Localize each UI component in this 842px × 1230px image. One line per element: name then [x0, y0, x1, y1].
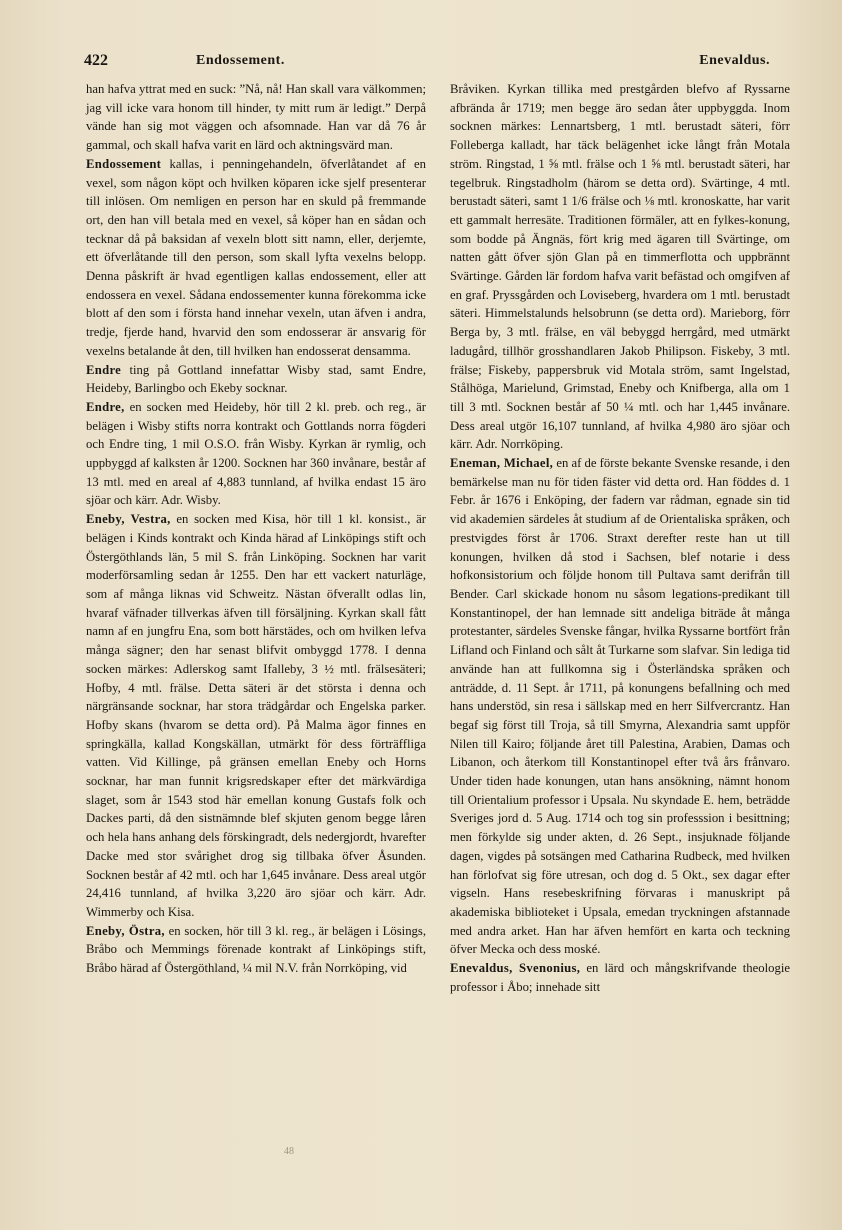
entry-eneby-vestra: Eneby, Vestra, en socken med Kisa, hör till 1 kl. konsist., är belägen i Kinds kontrakt och Kinda härad af Linköpings stift och Östergöthlands län, 5 mil S. från Linköping. Socknen har varit moderförsamling sedan år 1255. Den har ett vackert naturläge, som af många liknas vid Schweitz. Nästan öfverallt odlas lin, hvaraf väfnader tillverkas äfven till försäljning. Kyrkan skall fått namn af en jungfru Ena, som bott härstädes, och om hvilken lefva många sägner; den har senast blifvit ombyggd 1778. I denna socken märkes: Adlerskog samt Ifalleby, 3 ½ mtl. frälsesäteri; Hofby, 4 mtl. frälse. Detta säteri är det största i denna och närgränsande socknar, har stora trädgårdar och Engelska parker. Hofby skans (hvarom se detta ord). På Malma ägor finnes en springkälla, kallad Kongskällan, utmärkt för dess förträffliga vatten. Vid Killinge, på gränsen emellan Eneby och Horns socknar, har man funnit krigsredskaper efter det märkvärdiga slaget, som år 1543 stod här emellan konung Gustafs folk och Dackes parti, då den sistnämnde blef skjuten genom begge låren och hela hans anhang dels förskingradt, dels nedergjordt, hvarefter Dacke med stor svårighet drog sig tillbaka öfver Åsunden. Socknen består af 42 mtl. och har 1,645 invånare. Dess areal utgör 24,416 tunnland, af hvilka 3,220 äro sjöar och kärr. Adr. Wimmerby och Kisa.: [86, 512, 426, 919]
running-header: [84, 52, 770, 74]
entry-eneby-ostra: Eneby, Östra, en socken, hör till 3 kl. reg., är belägen i Lösings, Bråbo och Memmings förenade kontrakt af Linköpings stift, Bråbo härad af Östergöthland, ¼ mil N.V. från Norrköping, vid: [86, 923, 426, 976]
entry-headword: Eneman, Michael,: [450, 456, 554, 471]
entry-continuation: han hafva yttrat med en suck: ”Nå, nå! Han skall vara välkommen; jag vill icke vara honom till hinder, ty mitt rum är ledigt.” Derpå vände han sig mot väggen och afsomnade. Han var då 76 år gammal, och skall hafva varit en lärd och aktningsvärd man.: [86, 82, 426, 153]
entry-enevaldus: Enevaldus, Svenonius, en lärd och mångskrifvande theologie professor i Åbo; innehade sitt: [450, 961, 790, 994]
entry-headword: Eneby, Östra,: [86, 923, 165, 938]
right-column: [450, 80, 790, 996]
entry-endre-socken: Endre, en socken med Heideby, hör till 2 kl. preb. och reg., är belägen i Wisby stifts norra kontrakt och Gottlands norra fögderi och Endre ting, 1 mil O.S.O. från Wisby. Kyrkan är rymlig, och uppbyggd af kalksten år 1200. Socknen har 360 invånare, består af 13 mtl. med en areal af 4,883 tunnland, af hvilka endast 15 äro sjöar och kärr. Adr. Wisby.: [86, 399, 426, 508]
left-running-head: Endossement.: [196, 53, 285, 68]
left-column: [86, 80, 426, 978]
right-running-head: Enevaldus.: [699, 53, 770, 68]
entry-eneman: Eneman, Michael, en af de förste bekante Svenske resande, i den bemärkelse man nu för tiden fäster vid detta ord. Han föddes d. 1 Febr. år 1676 i Enköping, der fadern var rådman, egnade sin tid vid akademien särdeles åt studium af de Orientaliska språken, och prestvigdes först år 1706. Straxt derefter reste han ut till konungen, hvilken då stod i Sachsen, blef notarie i dess hofkonsistorium och följde honom till Pultava samt derifrån till Bender. Carl skickade honom nu såsom legations-predikant till Konstantinopel, der han lemnade sitt andeliga biträde åt många protestanter, särdeles Svenske fångar, hvilka Ryssarne bortfört från Lifland och Finland och sålt åt Turkarne som slafvar. Sin lediga tid använde han att fullkomna sig i Österländska språken och anträdde, d. 11 Sept. år 1711, på konungens befallning och med hans understöd, sin resa i sällskap med en herr Silfvercrantz. Han begaf sig först till Troja, så till Smyrna, Alexandria samt uppför Nilen till Kairo; följande året till Palestina, Arabien, Damas och Libanon, och återkom till Konstantinopel efter två års frånvaro. Under tiden hade konungen, utan hans ansökning, nämnt honom till Orientalium professor i Upsala. Nu skyndade E. hem, beträdde Sveriges jord d. 5 Aug. 1714 och tog sin professsion i besittning; men förkylde sig under akten, d. 26 Sept., insjuknade följande dagen, vigdes på sotsängen med Catharina Rudbeck, med hvilken han förlofvat sig före utresan, och dog d. 5 Okt., sex dagar efter vigseln. Hans resebeskrifning förvaras i manuskript på akademiska biblioteket i Upsala, emedan tryckningen afstannade med andra arket. Han har äfven hemfört en karta och teckning öfver Mecka och dess moské.: [450, 456, 790, 957]
signature-mark: 48: [284, 1146, 294, 1157]
entry-continuation: Bråviken. Kyrkan tillika med prestgården blefvo af Ryssarne afbrända år 1719; men begge äro sedan åter uppbyggda. Inom socknen märkes: Lennartsberg, 1 mtl. berustadt säteri, förr Folleberga kalladt, har täck belägenhet icke långt från Motala ström. Ringstad, 1 ⅝ mtl. frälse och 1 ⅝ mtl. berustadt säteri, har tegelbruk. Ringstadholm (härom se detta ord). Svärtinge, 4 mtl. berustadt säteri, samt 1 1/6 frälse och ⅛ mtl. kronoskatte, har varit ett gammalt herresäte. Traditionen förmäler, att en fylkes-konung, som bodde på Ängnäs, fört krig med ägaren till Svärtinge, om natten gått öfver sjön Glan på en timmerflotta och uppbrännt Svärtinge. Gården lär fordom hafva varit befästad och omgifven af en graf. Pryssgården och Loviseberg, hvardera om 1 mtl. berustadt säteri. Himmelstalunds helsobrunn (se detta ord). Marieborg, förr Berga by, 3 mtl. frälse, en väl bebyggd herrgård, med utmärkt ladugård, tillhör grosshandlaren Jakob Philipson. Fiskeby, 3 mtl. frälse; Fiskeby, pappersbruk vid Motala ström, samt Ingelstad, Stålhöga, Marielund, Grimstad, Eneby och Knifberga, alla om 1 till 3 mtl. Socknen består af 50 ¼ mtl. och har 1,445 invånare. Dess areal utgör 16,107 tunnland, af hvilka 4,980 äro sjöar och kärr. Adr. Norrköping.: [450, 82, 790, 452]
entry-headword: Endre,: [86, 399, 125, 414]
entry-headword: Enevaldus, Svenonius,: [450, 961, 581, 976]
entry-endossement: Endossement kallas, i penningehandeln, öfverlåtandet af en vexel, som någon köpt och hvilken köparen icke sjelf presenterar till inlösen. Om nemligen en person har en skuld på fremmande ort, den han vill betala med en vexel, så köper han en sådan och tecknar då på baksidan af vexeln blott sitt namn, eller, derjemte, ett öfverlåtande till den person, som skall lyfta vexelns belopp. Denna påskrift är hvad egentligen kallas endossement, eller att endossera en vexel. Sådana endossementer kunna förekomma icke blott af den som i första hand innehar vexeln, utan äfven i andra, tredje, fjerde hand, hvarvid den som endosserar är ansvarig för vexelns betalande åt den, till hvilken han endosserat densamma.: [86, 156, 426, 358]
page-number: 422: [84, 52, 108, 69]
entry-headword: Eneby, Vestra,: [86, 512, 171, 527]
entry-endre-ting: Endre ting på Gottland innefattar Wisby stad, samt Endre, Heideby, Barlingbo och Ekeby socknar.: [86, 362, 426, 396]
entry-headword: Endre: [86, 362, 122, 377]
entry-headword: Endossement: [86, 156, 162, 171]
